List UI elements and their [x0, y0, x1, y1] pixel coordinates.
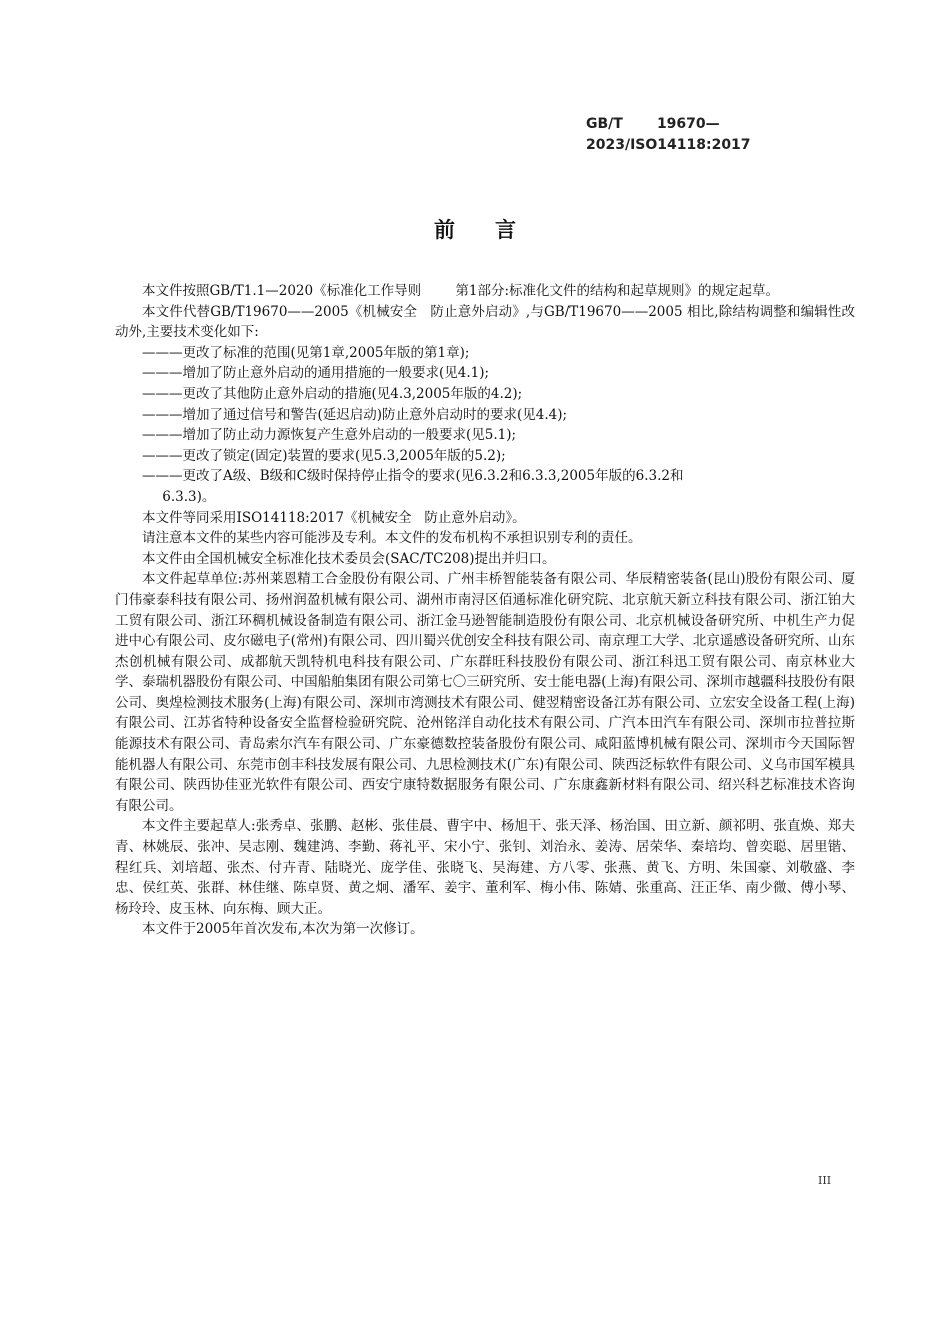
paragraph-history: 本文件于2005年首次发布,本次为第一次修订。 [142, 921, 424, 938]
standard-number [586, 114, 816, 156]
change-item: ———增加了防止动力源恢复产生意外启动的一般要求(见5.1); [142, 427, 517, 444]
paragraph-committee: 本文件由全国机械安全标准化技术委员会(SAC/TC208)提出并归口。 [142, 550, 556, 567]
paragraph-patent-notice: 请注意本文件的某些内容可能涉及专利。本文件的发布机构不承担识别专利的责任。 [142, 530, 642, 547]
standard-number-line2: 2023/ISO14118:2017 [586, 137, 751, 153]
change-item-continuation: 6.3.3)。 [162, 488, 216, 505]
change-item: ———增加了防止意外启动的通用措施的一般要求(见4.1); [142, 365, 490, 382]
page-title: 前言 [434, 218, 556, 242]
change-item: ———更改了A级、B级和C级时保持停止指令的要求(见6.3.2和6.3.3,2005年版的6.3.2和 [142, 468, 684, 485]
paragraph-drafting-units: 本文件起草单位:苏州莱恩精工合金股份有限公司、广州丰桥智能装备有限公司、华辰精密装备(昆山)股份有限公司、厦门伟豪泰科技有限公司、扬州润盈机械有限公司、湖州市南浔区佰通标准化研究院、北京航天新立科技有限公司、浙江铂大工贸有限公司、浙江环稠机械设备制造有限公司、浙江金马逊智能制造股份有限公司、北京机械设备研究所、中机生产力促进中心有限公司、皮尔磁电子(常州)有限公司、四川蜀兴优创安全科技有限公司、南京理工大学、北京遥感设备研究所、山东杰创机械有限公司、成都航天凯特机电科技有限公司、广东群旺科技股份有限公司、浙江科迅工贸有限公司、南京林业大学、泰瑞机器股份有限公司、中国船舶集团有限公司第七〇三研究所、安士能电器(上海)有限公司、深圳市越疆科技股份有限公司、奥煌检测技术服务(上海)有限公司、深圳市湾测技术有限公司、健翌精密设备江苏有限公司、立宏安全设备工程(上海)有限公司、江苏省特种设备安全监督检验研究院、沧州铭洋自动化技术有限公司、广汽本田汽车有限公司、深圳市拉普拉斯能源技术有限公司、青岛索尔汽车有限公司、广东豪德数控装备股份有限公司、咸阳蓝博机械有限公司、深圳市今天国际智能机器人有限公司、东莞市创丰科技发展有限公司、九思检测技术(广东)有限公司、陕西泛标软件有限公司、义乌市国军模具有限公司、陕西协佳亚光软件有限公司、西安宁康特数据服务有限公司、广东康鑫新材料有限公司、绍兴科艺标准技术咨询有限公司。 [115, 571, 855, 814]
paragraph-drafting-rules: 本文件按照GB/T1.1—2020《标准化工作导则 第1部分:标准化文件的结构和起草规则》的规定起草。 [142, 283, 780, 299]
change-item: ———更改了其他防止意外启动的措施(见4.3,2005年版的4.2); [142, 385, 523, 402]
paragraph-adoption: 本文件等同采用ISO14118:2017《机械安全 防止意外启动》。 [142, 509, 526, 526]
standard-number-line1: GB/T 19670— [586, 116, 720, 132]
paragraph-drafters: 本文件主要起草人:张秀卓、张鹏、赵彬、张佳晨、曹宇中、杨旭干、张天泽、杨治国、田立新、颜祁明、张直焕、郑夫青、林姚辰、张冲、吴志刚、魏建鸿、李勤、蒋礼平、宋小宁、张钊、刘治永、姜涛、居荣华、秦培均、曾奕聪、居里锴、程红兵、刘培超、张杰、付卉青、陆晓光、庞学佳、张晓飞、吴海建、方八零、张燕、黄飞、方明、朱国豪、刘敬盛、李忠、侯红英、张群、林佳继、陈卓贤、黄之炯、潘军、姜宇、董利军、梅小伟、陈婧、张重高、汪正华、南少微、傅小琴、杨玲玲、皮玉林、向东梅、顾大正。 [115, 818, 855, 917]
foreword-body [115, 281, 855, 940]
paragraph-replaces: 本文件代替GB/T19670——2005《机械安全 防止意外启动》,与GB/T19670——2005 相比,除结构调整和编辑性改动外,主要技术变化如下: [115, 303, 855, 341]
change-item: ———增加了通过信号和警告(延迟启动)防止意外启动时的要求(见4.4); [142, 406, 568, 423]
change-item: ———更改了锁定(固定)装置的要求(见5.3,2005年版的5.2); [142, 447, 506, 464]
change-item: ———更改了标准的范围(见第1章,2005年版的第1章); [142, 344, 470, 361]
page-number: III [818, 1174, 832, 1187]
